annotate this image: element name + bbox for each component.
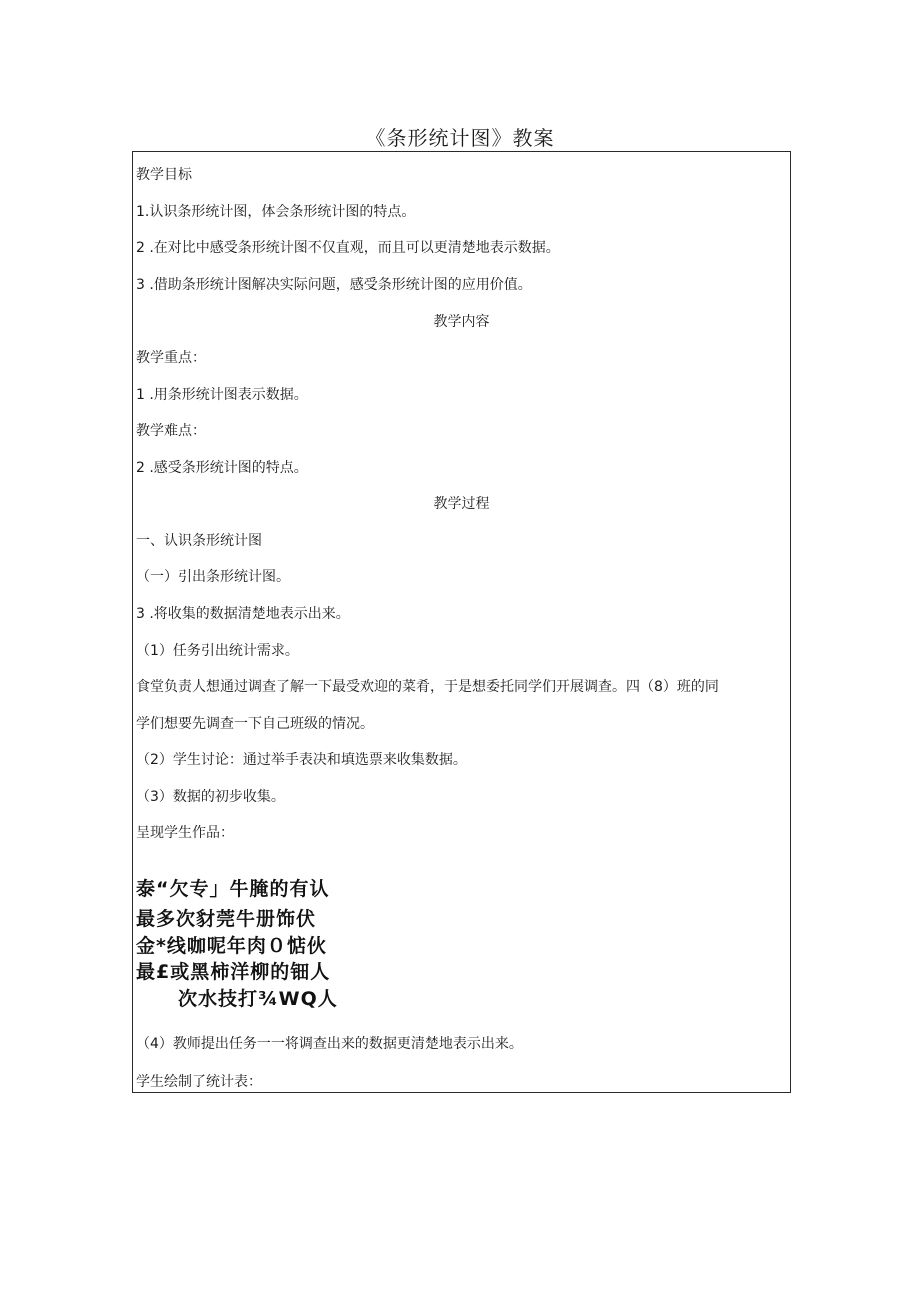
student-work-line-1: 泰“欠专」牛腌的有认: [136, 878, 330, 900]
difficulty-label: 教学难点：: [136, 423, 206, 439]
present-label: 呈现学生作品：: [136, 825, 234, 841]
student-work-line-5: 次水技打¾WQ人: [178, 988, 338, 1010]
draw-label: 学生绘制了统计表：: [136, 1074, 262, 1090]
goal-item-1: 1.认识条形统计图，体会条形统计图的特点。: [136, 204, 416, 220]
step-item: 3 .将收集的数据清楚地表示出来。: [136, 606, 350, 622]
task-item-4: （4）教师提出任务一一将调查出来的数据更清楚地表示出来。: [136, 1036, 523, 1052]
goal-heading: 教学目标: [136, 167, 192, 183]
task-item-3: （3）数据的初步收集。: [136, 789, 285, 805]
goal-item-2: 2 .在对比中感受条形统计图不仅直观，而且可以更清楚地表示数据。: [136, 240, 560, 256]
subsection-heading: （一）引出条形统计图。: [136, 569, 290, 585]
goal-item-3: 3 .借助条形统计图解决实际问题，感受条形统计图的应用价值。: [136, 277, 532, 293]
student-work-line-2: 最多次豺莞牛册饰伏: [136, 908, 317, 930]
process-heading: 教学过程: [433, 496, 490, 512]
key-point-label: 教学重点：: [136, 350, 206, 366]
document-title: 《条形统计图》教案: [365, 126, 555, 150]
content-heading: 教学内容: [433, 314, 490, 330]
paragraph-line-1: 食堂负责人想通过调查了解一下最受欢迎的菜肴，于是想委托同学们开展调查。四（8）班的同: [136, 679, 719, 695]
section-heading: 一、认识条形统计图: [136, 533, 262, 549]
task-item-2: （2）学生讨论：通过举手表决和填选票来收集数据。: [136, 752, 467, 768]
student-work-line-3: 金*线咖呢年肉０惦伙: [136, 935, 327, 957]
difficulty-item: 2 .感受条形统计图的特点。: [136, 460, 308, 476]
task-item-1: （1）任务引出统计需求。: [136, 643, 299, 659]
student-work-line-4: 最£或黑柿洋柳的钿人: [136, 961, 331, 983]
key-point-item: 1 .用条形统计图表示数据。: [136, 387, 308, 403]
paragraph-line-2: 学们想要先调查一下自己班级的情况。: [136, 716, 374, 732]
